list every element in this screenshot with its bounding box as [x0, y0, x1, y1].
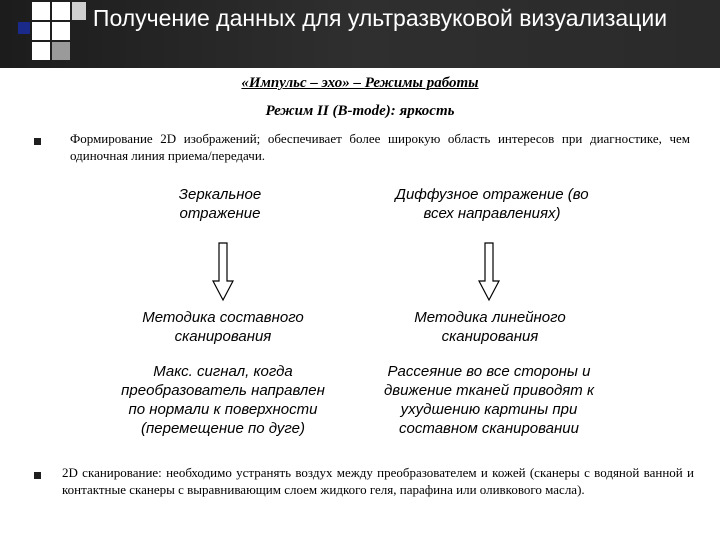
- logo-squares-icon: [8, 0, 88, 68]
- arrow-down-icon: [477, 243, 501, 301]
- bullet-text-1: Формирование 2D изображений; обеспечивает более широкую область интересов при диагностике, чем одиночная линия приема/передачи.: [70, 131, 690, 163]
- left-bottom-label: Макс. сигнал, когда преобразователь направлен по нормали к поверхности (перемещение по дуге): [121, 363, 325, 437]
- right-top-label: Диффузное отражение (во всех направлениях): [395, 186, 589, 222]
- arrow-down-icon: [211, 243, 235, 301]
- right-middle-label: Методика линейного сканирования: [414, 309, 566, 345]
- page-title: Получение данных для ультразвуковой визуализации: [92, 5, 668, 31]
- subheading-modes: [100, 75, 620, 92]
- header-bar: [0, 0, 720, 68]
- subheading-bmode: Режим II (B-mode): яркость: [265, 103, 455, 119]
- left-middle-label: Методика составного сканирования: [142, 309, 304, 345]
- left-top-label: Зеркальное отражение: [178, 186, 262, 222]
- bullet-text-2: 2D сканирование: необходимо устранять воздух между преобразователем и кожей (сканеры с водяной ванной и контактные сканеры с выравнивающим слоем жидкого геля, парафина или оливкового масла).: [62, 465, 694, 497]
- right-bottom-label: Рассеяние во все стороны и движение тканей приводят к ухудшению картины при составном сканировании: [383, 363, 595, 437]
- bullet-square-icon: [34, 138, 41, 145]
- bullet-square-icon: [34, 472, 41, 479]
- subheading-modes-text: «Импульс – эхо» – Режимы работы: [241, 75, 479, 91]
